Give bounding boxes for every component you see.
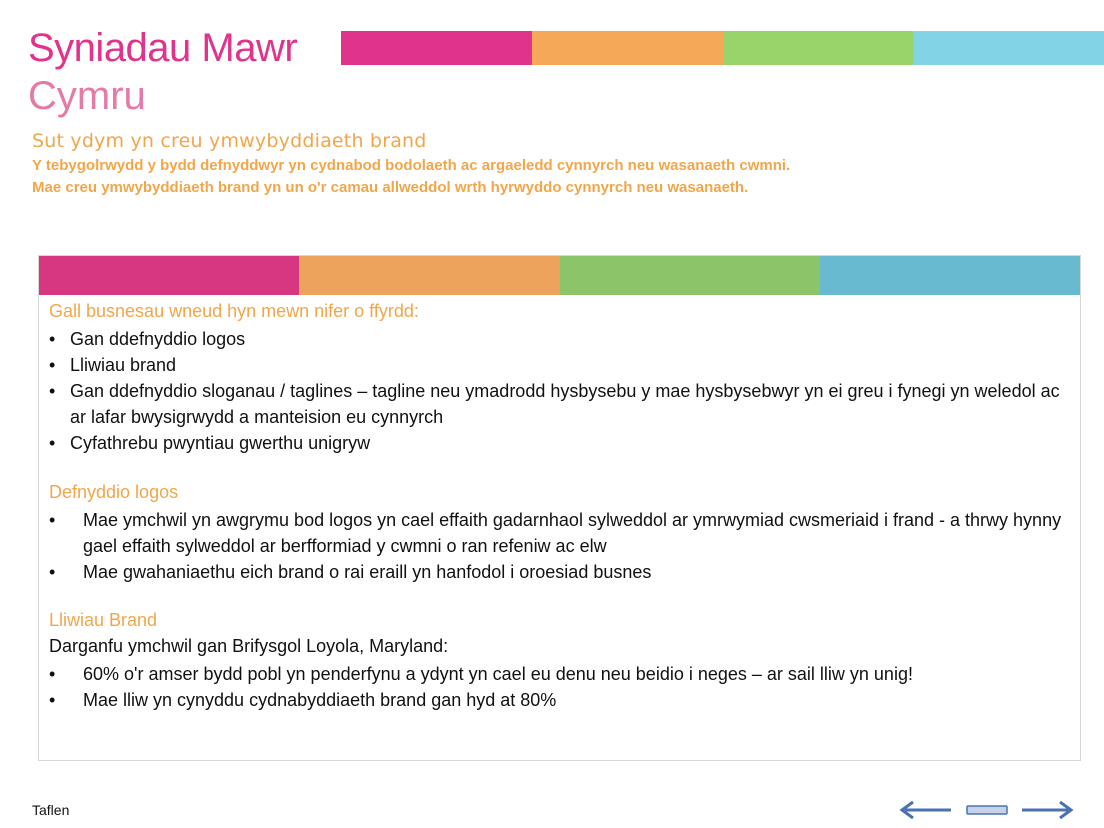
- section-heading-ways: Gall busnesau wneud hyn mewn nifer o ffyrdd:: [49, 301, 419, 321]
- bullet-dot: •: [49, 329, 56, 349]
- panel-band-orange: [299, 256, 559, 295]
- list-item: • Cyfathrebu pwyntiau gwerthu unigryw: [49, 430, 1069, 456]
- color-band-green: [723, 31, 914, 65]
- color-band-orange: [532, 31, 723, 65]
- menu-button[interactable]: [966, 797, 1008, 823]
- intro-title: Sut ydym yn creu ymwybyddiaeth brand: [32, 130, 427, 152]
- footer-label: Taflen: [32, 802, 70, 818]
- bullet-dot: •: [49, 664, 56, 684]
- list-item: • Mae ymchwil yn awgrymu bod logos yn cael effaith gadarnhaol sylweddol ar ymrwymiad cwsmeriaid i frand - a thrwy hynny gael effaith sylweddol ar berfformiad y cwmni o ran refeniw ac elw: [49, 507, 1079, 559]
- logo-title: Syniadau Mawr: [28, 26, 298, 70]
- prev-button[interactable]: [897, 797, 953, 823]
- list-item: • 60% o'r amser bydd pobl yn penderfynu a ydynt yn cael eu denu neu beidio i neges – ar sail lliw yn unig!: [49, 661, 1079, 687]
- list-item: • Gan ddefnyddio logos: [49, 326, 1069, 352]
- arrow-right-icon: [1020, 797, 1076, 823]
- arrow-left-icon: [897, 797, 953, 823]
- logo-subtitle: Cymru: [28, 74, 146, 118]
- list-item: • Lliwiau brand: [49, 352, 1069, 378]
- panel-band-blue: [820, 256, 1080, 295]
- bullet-dot: •: [49, 433, 56, 453]
- list-item: • Mae lliw yn cynyddu cydnabyddiaeth brand gan hyd at 80%: [49, 687, 1079, 713]
- bullet-list-logos: [49, 507, 1079, 585]
- bullet-dot: •: [49, 562, 56, 582]
- top-color-bar: [341, 31, 1104, 65]
- panel-band-pink: [39, 256, 299, 295]
- bullet-dot: •: [49, 510, 56, 530]
- list-item: • Gan ddefnyddio sloganau / taglines – tagline neu ymadrodd hysbysebu y mae hysbysebwyr yn ei greu i fynegi yn weledol ac ar lafar bwysigrwydd a manteision eu cynnyrch: [49, 378, 1069, 430]
- intro-line-1: Y tebygolrwydd y bydd defnyddwyr yn cydnabod bodolaeth ac argaeledd cynnyrch neu wasanaeth cwmni.: [32, 157, 791, 174]
- intro-line-2: Mae creu ymwybyddiaeth brand yn un o'r camau allweddol wrth hyrwyddo cynnyrch neu wasanaeth.: [32, 179, 749, 196]
- colours-intro: Darganfu ymchwil gan Brifysgol Loyola, Maryland:: [49, 636, 449, 656]
- color-band-pink: [341, 31, 532, 65]
- bullet-dot: •: [49, 690, 56, 710]
- next-button[interactable]: [1020, 797, 1076, 823]
- menu-icon: [966, 797, 1008, 823]
- bullet-list-ways: [49, 326, 1069, 456]
- content-panel: [38, 255, 1081, 761]
- panel-color-bar: [39, 256, 1080, 295]
- bullet-list-colours: [49, 661, 1079, 713]
- bullet-dot: •: [49, 355, 56, 375]
- bullet-dot: •: [49, 381, 56, 401]
- section-heading-colours: Lliwiau Brand: [49, 610, 158, 630]
- list-item: • Mae gwahaniaethu eich brand o rai eraill yn hanfodol i oroesiad busnes: [49, 559, 1079, 585]
- color-band-blue: [913, 31, 1104, 65]
- section-heading-logos: Defnyddio logos: [49, 482, 179, 502]
- panel-band-green: [560, 256, 820, 295]
